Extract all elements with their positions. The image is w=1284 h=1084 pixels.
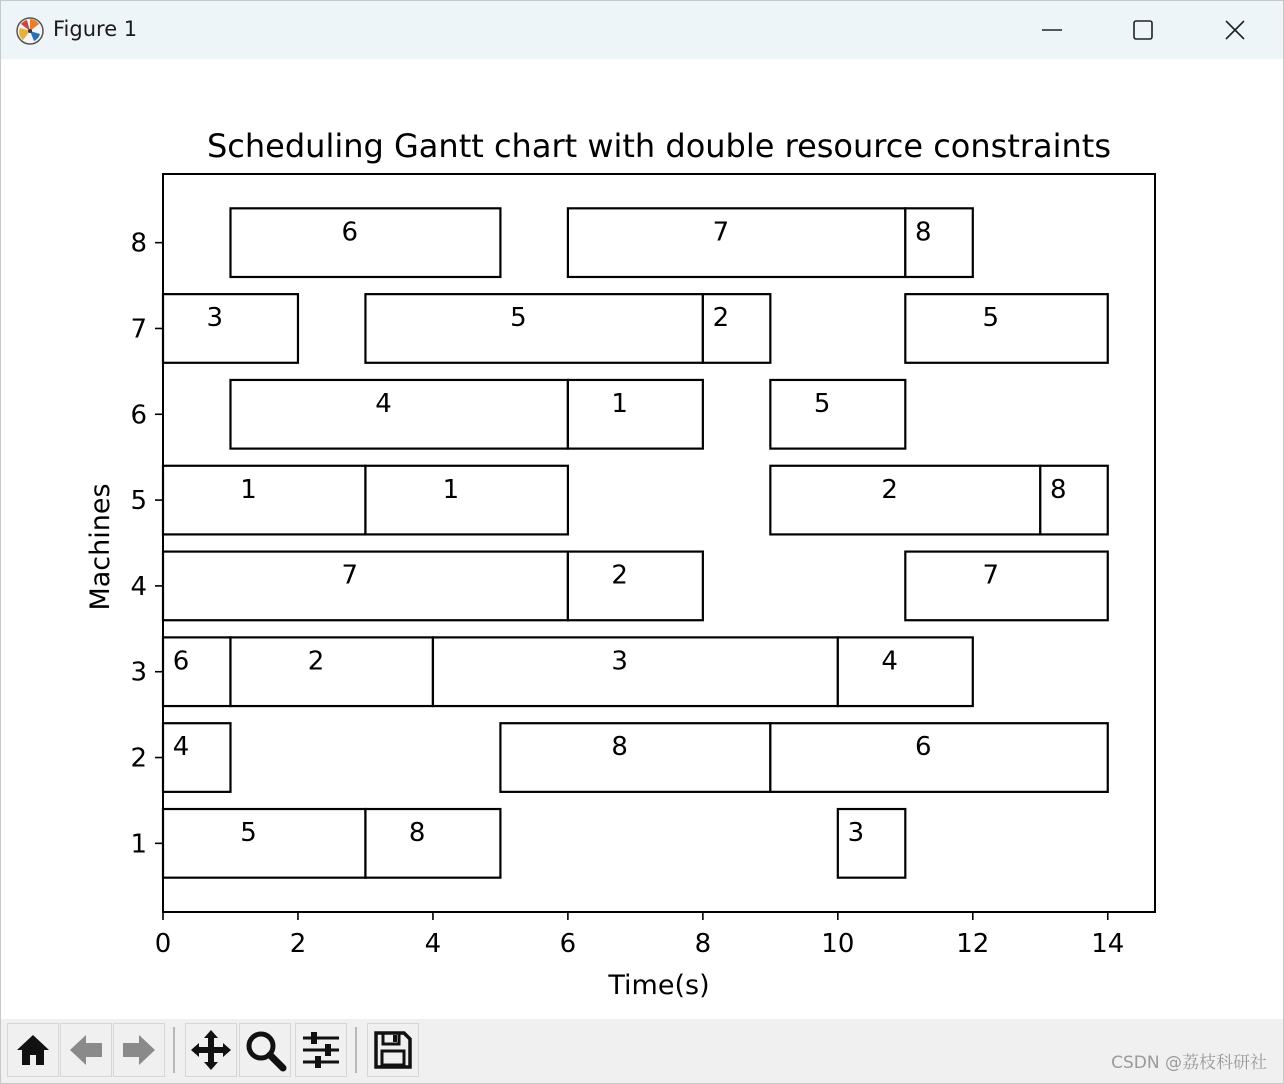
x-axis-label: Time(s)	[608, 970, 710, 1001]
bar-label: 8	[1050, 474, 1067, 505]
bar-label: 3	[611, 646, 628, 677]
forward-arrow-icon	[119, 1030, 159, 1070]
bar-label: 4	[375, 388, 392, 419]
bar-label: 8	[408, 818, 426, 849]
move-icon	[189, 1028, 233, 1072]
toolbar-separator	[173, 1027, 175, 1073]
gantt-bar	[433, 637, 838, 706]
y-axis-label: Machines	[85, 483, 116, 611]
gantt-bar	[905, 294, 1107, 363]
y-tick-label: 4	[130, 571, 147, 602]
gantt-bar	[568, 380, 703, 449]
chart-area	[1, 59, 1283, 1019]
configure-subplots-button[interactable]	[295, 1023, 347, 1077]
bar-label: 2	[307, 646, 325, 677]
bar-label: 7	[712, 217, 730, 248]
gantt-bar	[163, 294, 298, 363]
floppy-disk-icon	[372, 1029, 414, 1071]
gantt-bar	[230, 637, 432, 706]
gantt-bar	[163, 809, 365, 878]
y-tick-label: 5	[130, 486, 147, 517]
sliders-icon	[299, 1028, 343, 1072]
bar-label: 1	[240, 474, 257, 505]
gantt-bar	[568, 208, 905, 277]
bar-label: 8	[915, 217, 932, 248]
gantt-bar	[230, 380, 567, 449]
bar-label: 3	[206, 303, 224, 334]
minimize-icon	[1041, 19, 1063, 41]
bar-label: 4	[881, 646, 898, 677]
bar-label: 5	[510, 303, 527, 334]
bar-label: 6	[915, 732, 932, 763]
back-button[interactable]	[60, 1023, 112, 1077]
y-tick-label: 3	[130, 657, 147, 688]
x-tick-label: 12	[956, 929, 990, 959]
gantt-bar	[230, 208, 500, 277]
x-tick-label: 8	[694, 929, 712, 959]
bar-label: 5	[813, 388, 831, 419]
back-arrow-icon	[66, 1030, 106, 1070]
gantt-bar	[163, 466, 365, 535]
title-bar[interactable]	[1, 1, 1283, 59]
gantt-bar	[770, 723, 1107, 792]
gantt-bar	[500, 723, 770, 792]
bar-label: 2	[611, 560, 628, 591]
save-button[interactable]	[367, 1023, 419, 1077]
bar-label: 6	[341, 217, 358, 248]
gantt-bar	[163, 552, 568, 621]
gantt-bar	[905, 552, 1107, 621]
x-tick-label: 0	[154, 929, 172, 959]
maximize-icon	[1132, 19, 1154, 41]
navigation-toolbar	[1, 1019, 1283, 1083]
bar-label: 1	[611, 388, 628, 419]
gantt-chart	[1, 59, 1283, 1019]
y-tick-label: 2	[130, 743, 147, 774]
bar-label: 4	[172, 732, 190, 763]
y-tick-label: 7	[130, 314, 147, 345]
matplotlib-logo-icon	[15, 16, 45, 46]
bar-label: 3	[847, 818, 865, 849]
bar-label: 5	[982, 303, 1000, 334]
gantt-bar	[365, 809, 500, 878]
bar-label: 2	[881, 474, 898, 505]
plot-frame	[163, 174, 1155, 912]
bar-label: 1	[442, 474, 460, 505]
bar-label: 2	[712, 303, 730, 334]
window-title: Figure 1	[53, 17, 138, 41]
chart-title: Scheduling Gantt chart with double resource constraints	[206, 127, 1112, 165]
home-icon	[13, 1030, 53, 1070]
y-tick-label: 8	[130, 228, 147, 259]
bar-label: 6	[172, 646, 190, 677]
x-tick-label: 6	[559, 929, 577, 959]
close-button[interactable]	[1189, 1, 1281, 59]
home-button[interactable]	[7, 1023, 59, 1077]
bar-label: 7	[341, 560, 358, 591]
forward-button[interactable]	[113, 1023, 165, 1077]
x-tick-label: 2	[289, 929, 307, 959]
bar-label: 8	[611, 732, 628, 763]
zoom-button[interactable]	[239, 1023, 291, 1077]
minimize-button[interactable]	[1006, 1, 1098, 59]
magnifier-icon	[243, 1028, 287, 1072]
watermark-text: CSDN @荔枝科研社	[1111, 1053, 1267, 1073]
x-tick-label: 4	[424, 929, 442, 959]
gantt-bar	[770, 466, 1040, 535]
gantt-bar	[838, 637, 973, 706]
bar-label: 7	[982, 560, 1000, 591]
gantt-bar	[770, 380, 905, 449]
x-tick-label: 10	[821, 929, 855, 959]
gantt-bar	[365, 466, 567, 535]
close-icon	[1224, 19, 1246, 41]
x-tick-label: 14	[1091, 929, 1125, 959]
y-tick-label: 6	[130, 400, 147, 431]
pan-button[interactable]	[185, 1023, 237, 1077]
y-tick-label: 1	[130, 829, 147, 860]
gantt-bar	[568, 552, 703, 621]
bar-label: 5	[240, 818, 257, 849]
gantt-bar	[365, 294, 702, 363]
toolbar-separator	[355, 1027, 357, 1073]
maximize-button[interactable]	[1097, 1, 1189, 59]
